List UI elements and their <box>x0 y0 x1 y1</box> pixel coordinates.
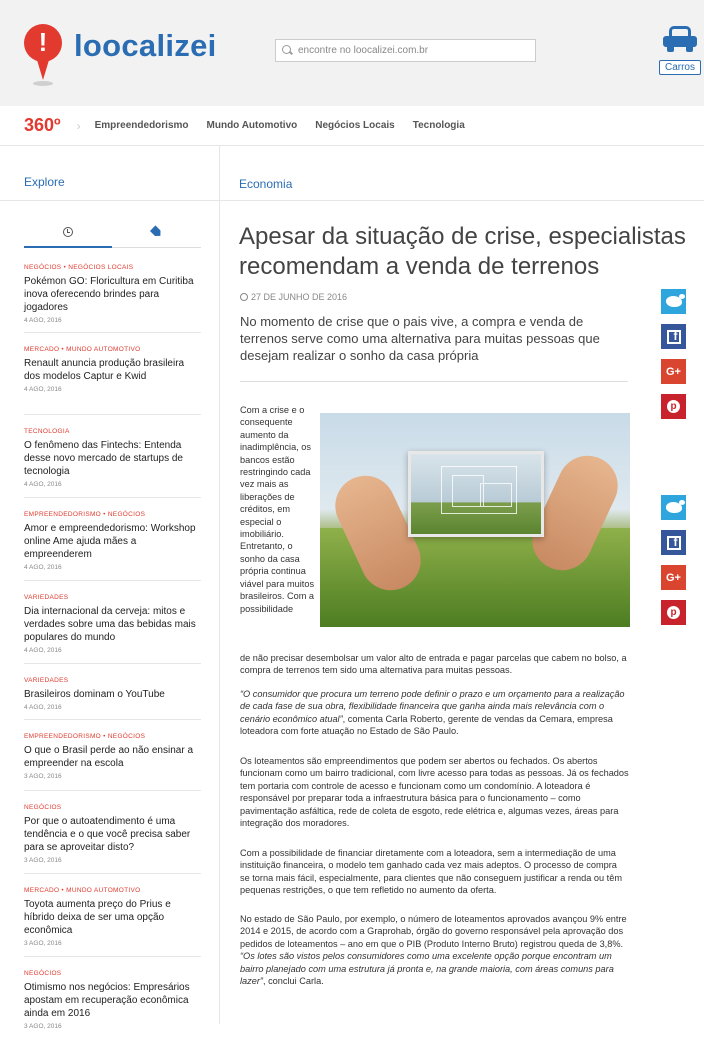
article-paragraph: Com a crise e o consequente aumento da inadimplência, os bancos estão restringindo cada vez mais as liberações de créditos, em especial o imobiliário. Entretanto, o sonho da casa própria continua viável para muitos brasileiros. Com a possibilidade <box>240 405 315 614</box>
pinterest-share-button[interactable] <box>661 600 686 625</box>
article-date-text: 27 DE JUNHO DE 2016 <box>251 292 348 302</box>
search-input[interactable] <box>298 45 518 56</box>
nav-item-mundo-automotivo[interactable]: Mundo Automotivo <box>206 120 298 131</box>
article-image <box>320 413 630 627</box>
post-category[interactable]: TECNOLOGIA <box>24 428 70 435</box>
house-wireframe-icon <box>441 466 517 514</box>
logo-text: loocalizei <box>74 28 217 63</box>
facebook-share-button[interactable] <box>661 324 686 349</box>
cars-link[interactable] <box>658 26 702 75</box>
quote-text: “O consumidor que procura um terreno pode definir o prazo e um orçamento para a realização de cada fase de sua obra, flexibilidade financeira que ganha ainda mais relevância com o cenário econômico atual” <box>240 689 625 724</box>
nav-brand-360[interactable]: 360º <box>24 115 61 135</box>
post-category[interactable]: NEGÓCIOS • NEGÓCIOS LOCAIS <box>24 264 134 271</box>
share-bar <box>661 289 686 429</box>
post-title[interactable]: Amor e empreendedorismo: Workshop online Ame ajuda mães a empreenderem <box>24 523 196 560</box>
pinterest-icon: p <box>667 606 680 619</box>
sidebar-tabs <box>24 226 201 248</box>
post-date: 4 AGO, 2016 <box>24 317 62 324</box>
chevron-right-icon: › <box>76 118 81 133</box>
nav-item-tecnologia[interactable]: Tecnologia <box>412 120 465 131</box>
post-title[interactable]: Otimismo nos negócios: Empresários apostam em recuperação econômica ainda em 2016 <box>24 982 190 1019</box>
paragraph-text: No estado de São Paulo, por exemplo, o número de loteamentos aprovados avançou 9% entre 2014 e 2015, de acordo com a Graprohab, órgão do governo responsável pela aprovação dos pedidos de loteamentos – ano em que o PIB (Produto Interno Bruto) registrou queda de 3,8%. <box>240 914 627 949</box>
list-item[interactable] <box>24 676 201 720</box>
list-item[interactable] <box>24 732 201 791</box>
post-title[interactable]: Toyota aumenta preço do Prius e híbrido deixa de ser uma opção econômica <box>24 899 171 936</box>
twitter-share-button[interactable] <box>661 495 686 520</box>
article-quote <box>240 688 629 738</box>
post-date: 3 AGO, 2016 <box>24 940 62 947</box>
pinterest-share-button[interactable] <box>661 394 686 419</box>
post-category[interactable]: EMPREENDEDORISMO • NEGÓCIOS <box>24 733 146 740</box>
post-category[interactable]: NEGÓCIOS <box>24 804 62 811</box>
explore-heading: Explore <box>24 175 65 189</box>
post-title[interactable]: Renault anuncia produção brasileira dos modelos Captur e Kwid <box>24 358 185 382</box>
floating-share-bar <box>661 495 686 635</box>
list-item[interactable] <box>24 593 201 664</box>
divider <box>0 200 220 201</box>
facebook-share-button[interactable] <box>661 530 686 555</box>
sidebar <box>0 146 220 1030</box>
clock-icon <box>63 227 73 237</box>
car-icon <box>663 26 697 52</box>
post-title[interactable]: O fenômeno das Fintechs: Entenda desse novo mercado de startups de tecnologia <box>24 440 183 477</box>
post-category[interactable]: MERCADO • MUNDO AUTOMOTIVO <box>24 887 141 894</box>
quote-attribution: , comenta Carla Roberto, gerente de vendas da Cemara, empresa loteadora com forte atuação no Estado de São Paulo. <box>240 713 613 737</box>
post-category[interactable]: EMPREENDEDORISMO • NEGÓCIOS <box>24 511 146 518</box>
quote-text: “Os lotes são vistos pelos consumidores como uma excelente opção porque encontram um bairro planejado com uma estrutura já pronta e, na grande maioria, com áreas comuns para lazer” <box>240 951 614 987</box>
search-box[interactable] <box>275 39 536 62</box>
tablet-image <box>408 451 544 537</box>
list-item[interactable] <box>24 886 201 957</box>
clock-icon <box>240 293 248 301</box>
twitter-icon <box>666 296 682 307</box>
pinterest-icon: p <box>667 400 680 413</box>
recent-posts-list <box>24 263 201 1040</box>
tab-tags[interactable] <box>112 226 200 248</box>
list-item[interactable] <box>24 427 201 498</box>
post-date: 4 AGO, 2016 <box>24 481 62 488</box>
section-title[interactable]: Economia <box>239 177 293 191</box>
post-title[interactable]: Por que o autoatendimento é uma tendência e o que você precisa saber para se aproveitar disto? <box>24 816 191 853</box>
cars-button[interactable]: Carros <box>659 60 701 75</box>
facebook-icon: f <box>667 330 681 344</box>
article-date <box>240 292 347 302</box>
nav-item-negocios-locais[interactable]: Negócios Locais <box>315 120 395 131</box>
article-paragraph <box>240 913 629 987</box>
article-paragraph: de não precisar desembolsar um valor alto de entrada e pagar parcelas que cabem no bolso, a compra de terrenos tem sido uma alternativa para muitas pessoas. <box>240 653 627 676</box>
article-paragraph: Com a possibilidade de financiar diretamente com a loteadora, sem a intermediação de uma instituição financeira, o modelo tem ganhado cada vez mais adeptos. O processo de compra se torna mais fácil, especialmente, para clientes que não conseguem justificar a renda ou têm pequenas restrições, o que tem refletido no aumento da oferta. <box>240 848 622 896</box>
list-item[interactable] <box>24 803 201 874</box>
post-date: 4 AGO, 2016 <box>24 704 62 711</box>
post-category[interactable]: MERCADO • MUNDO AUTOMOTIVO <box>24 346 141 353</box>
post-date: 3 AGO, 2016 <box>24 1023 62 1030</box>
post-title[interactable]: Pokémon GO: Floricultura em Curitiba inova oferecendo brindes para jogadores <box>24 276 194 313</box>
site-logo[interactable] <box>24 24 217 88</box>
quote-attribution: , conclui Carla. <box>262 976 324 987</box>
main-nav <box>0 106 704 146</box>
list-item[interactable] <box>24 969 201 1040</box>
search-icon <box>282 45 293 56</box>
twitter-icon <box>666 502 682 513</box>
divider <box>240 381 628 382</box>
post-category[interactable]: VARIEDADES <box>24 594 69 601</box>
list-item[interactable] <box>24 510 201 581</box>
googleplus-share-button[interactable]: G+ <box>661 359 686 384</box>
divider <box>220 200 704 201</box>
post-date: 4 AGO, 2016 <box>24 564 62 571</box>
list-item[interactable] <box>24 345 201 415</box>
post-date: 3 AGO, 2016 <box>24 857 62 864</box>
nav-item-empreendedorismo[interactable]: Empreendedorismo <box>94 120 189 131</box>
post-category[interactable]: NEGÓCIOS <box>24 970 62 977</box>
site-header <box>0 0 704 106</box>
article-paragraph: Os loteamentos são empreendimentos que podem ser abertos ou fechados. Os abertos funcionam como um bairro tradicional, com livre acesso para todas as pessoas. Já os fechados tem portaria com controle de acesso e funcionam como um condomínio. A loteadora é responsável por preparar toda a infraestrutura básica para o funcionamento – como pavimentação asfáltica, rede de coleta de esgoto, rede elétrica e, algumas vezes, áreas para integração dos moradores. <box>240 756 629 829</box>
article-title: Apesar da situação de crise, especialistas recomendam a venda de terrenos <box>239 223 686 280</box>
post-title[interactable]: O que o Brasil perde ao não ensinar a empreender na escola <box>24 745 193 769</box>
list-item[interactable] <box>24 263 201 333</box>
facebook-icon: f <box>667 536 681 550</box>
post-date: 3 AGO, 2016 <box>24 773 62 780</box>
article-lead: No momento de crise que o pais vive, a compra e venda de terrenos serve como uma alternativa para muitas pessoas que desejam realizar o sonho da casa própria <box>240 314 600 363</box>
post-title[interactable]: Dia internacional da cerveja: mitos e verdades sobre uma das bebidas mais populares do mundo <box>24 606 196 643</box>
tag-icon <box>149 225 162 238</box>
twitter-share-button[interactable] <box>661 289 686 314</box>
tab-recent[interactable] <box>24 226 112 248</box>
location-pin-icon: ! <box>24 24 62 86</box>
post-title[interactable]: Brasileiros dominam o YouTube <box>24 689 165 700</box>
post-date: 4 AGO, 2016 <box>24 386 62 393</box>
post-category[interactable]: VARIEDADES <box>24 677 69 684</box>
googleplus-share-button[interactable]: G+ <box>661 565 686 590</box>
post-date: 4 AGO, 2016 <box>24 647 62 654</box>
